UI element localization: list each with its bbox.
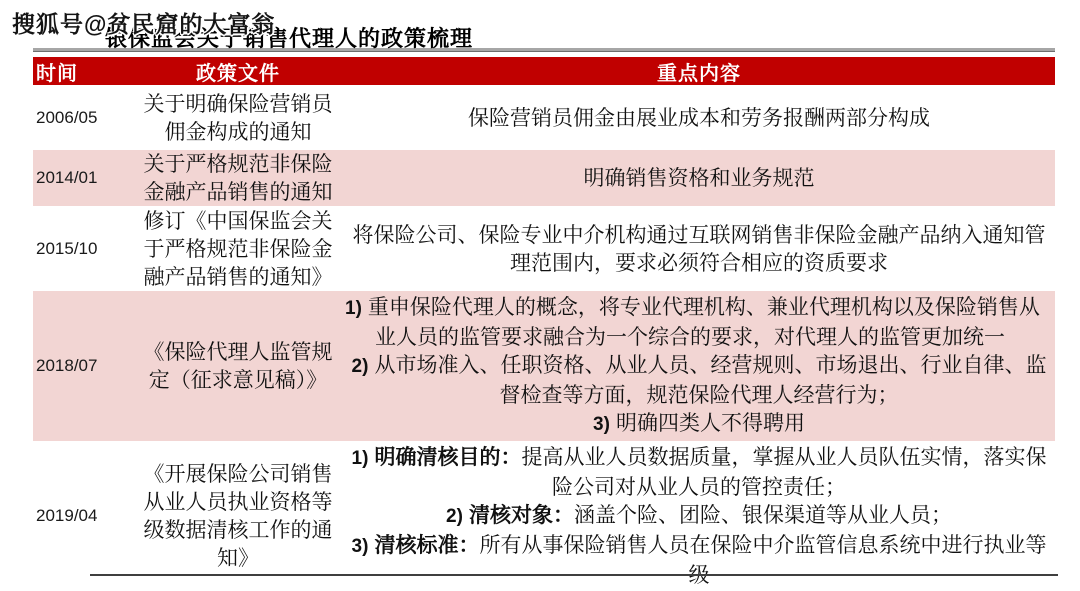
column-header-time: 时间: [36, 63, 78, 85]
row-policy-document: 《保险代理人监管规定（征求意见稿）》: [143, 340, 333, 392]
row-policy-document: 关于严格规范非保险金融产品销售的通知: [143, 152, 333, 204]
table-row: [33, 85, 1055, 150]
row-policy-document: 修订《中国保监会关于严格规范非保险金融产品销售的通知》: [143, 208, 333, 289]
content-item: 保险营销员佣金由展业成本和劳务报酬两部分构成: [468, 105, 930, 130]
column-header-policy: 政策文件: [196, 63, 280, 85]
table-row: [33, 291, 1055, 441]
row-policy-document: 《开展保险公司销售从业人员执业资格等级数据清核工作的通知》: [143, 462, 333, 570]
row-key-content: [343, 150, 1055, 206]
watermark: 搜狐号@贫民窟的大富翁: [12, 11, 276, 37]
content-item: 将保险公司、保险专业中介机构通过互联网销售非保险金融产品纳入通知管理范围内，要求必须符合相应的资质要求: [352, 222, 1046, 275]
table-body: [33, 85, 1055, 591]
row-time: 2014/01: [36, 168, 98, 187]
table-header-row: [33, 57, 1055, 85]
row-time: 2006/05: [36, 107, 98, 127]
row-policy-document: 关于明确保险营销员佣金构成的通知: [143, 91, 333, 144]
row-key-content: [343, 85, 1055, 150]
bottom-divider-rule: [90, 574, 1058, 576]
column-header-content: 重点内容: [657, 63, 741, 85]
content-item: 1) 明确清核目的：提高从业人员数据质量，掌握从业人员队伍实情，落实保险公司对从业人员的管控责任；: [351, 445, 1047, 499]
content-item: 3) 清核标准：所有从事保险销售人员在保险中介监管信息系统中进行执业等级: [351, 533, 1047, 587]
row-key-content: [343, 441, 1055, 591]
content-item: 明确销售资格和业务规范: [583, 166, 815, 190]
row-time: 2015/10: [36, 238, 98, 258]
table-row: [33, 150, 1055, 206]
page-title: 银保监会关于销售代理人的政策梳理: [105, 26, 474, 51]
row-time: 2019/04: [36, 506, 98, 525]
table-row: [33, 206, 1055, 291]
row-key-content: [343, 206, 1055, 291]
content-item: 1) 重申保险代理人的概念，将专业代理机构、兼业代理机构以及保险销售从业人员的监管要求融合为一个综合的要求，对代理人的监管更加统一: [345, 295, 1040, 349]
policy-table: [33, 57, 1055, 591]
row-time: 2018/07: [36, 356, 98, 375]
content-item: 3) 明确四类人不得聘用: [593, 411, 805, 435]
table-row: [33, 441, 1055, 591]
content-item: 2) 从市场准入、任职资格、从业人员、经营规则、市场退出、行业自律、监督检查等方面，规范保险代理人经营行为；: [351, 353, 1047, 407]
content-item: 2) 清核对象：涵盖个险、团险、银保渠道等从业人员；: [446, 503, 952, 527]
row-key-content: [343, 291, 1055, 441]
